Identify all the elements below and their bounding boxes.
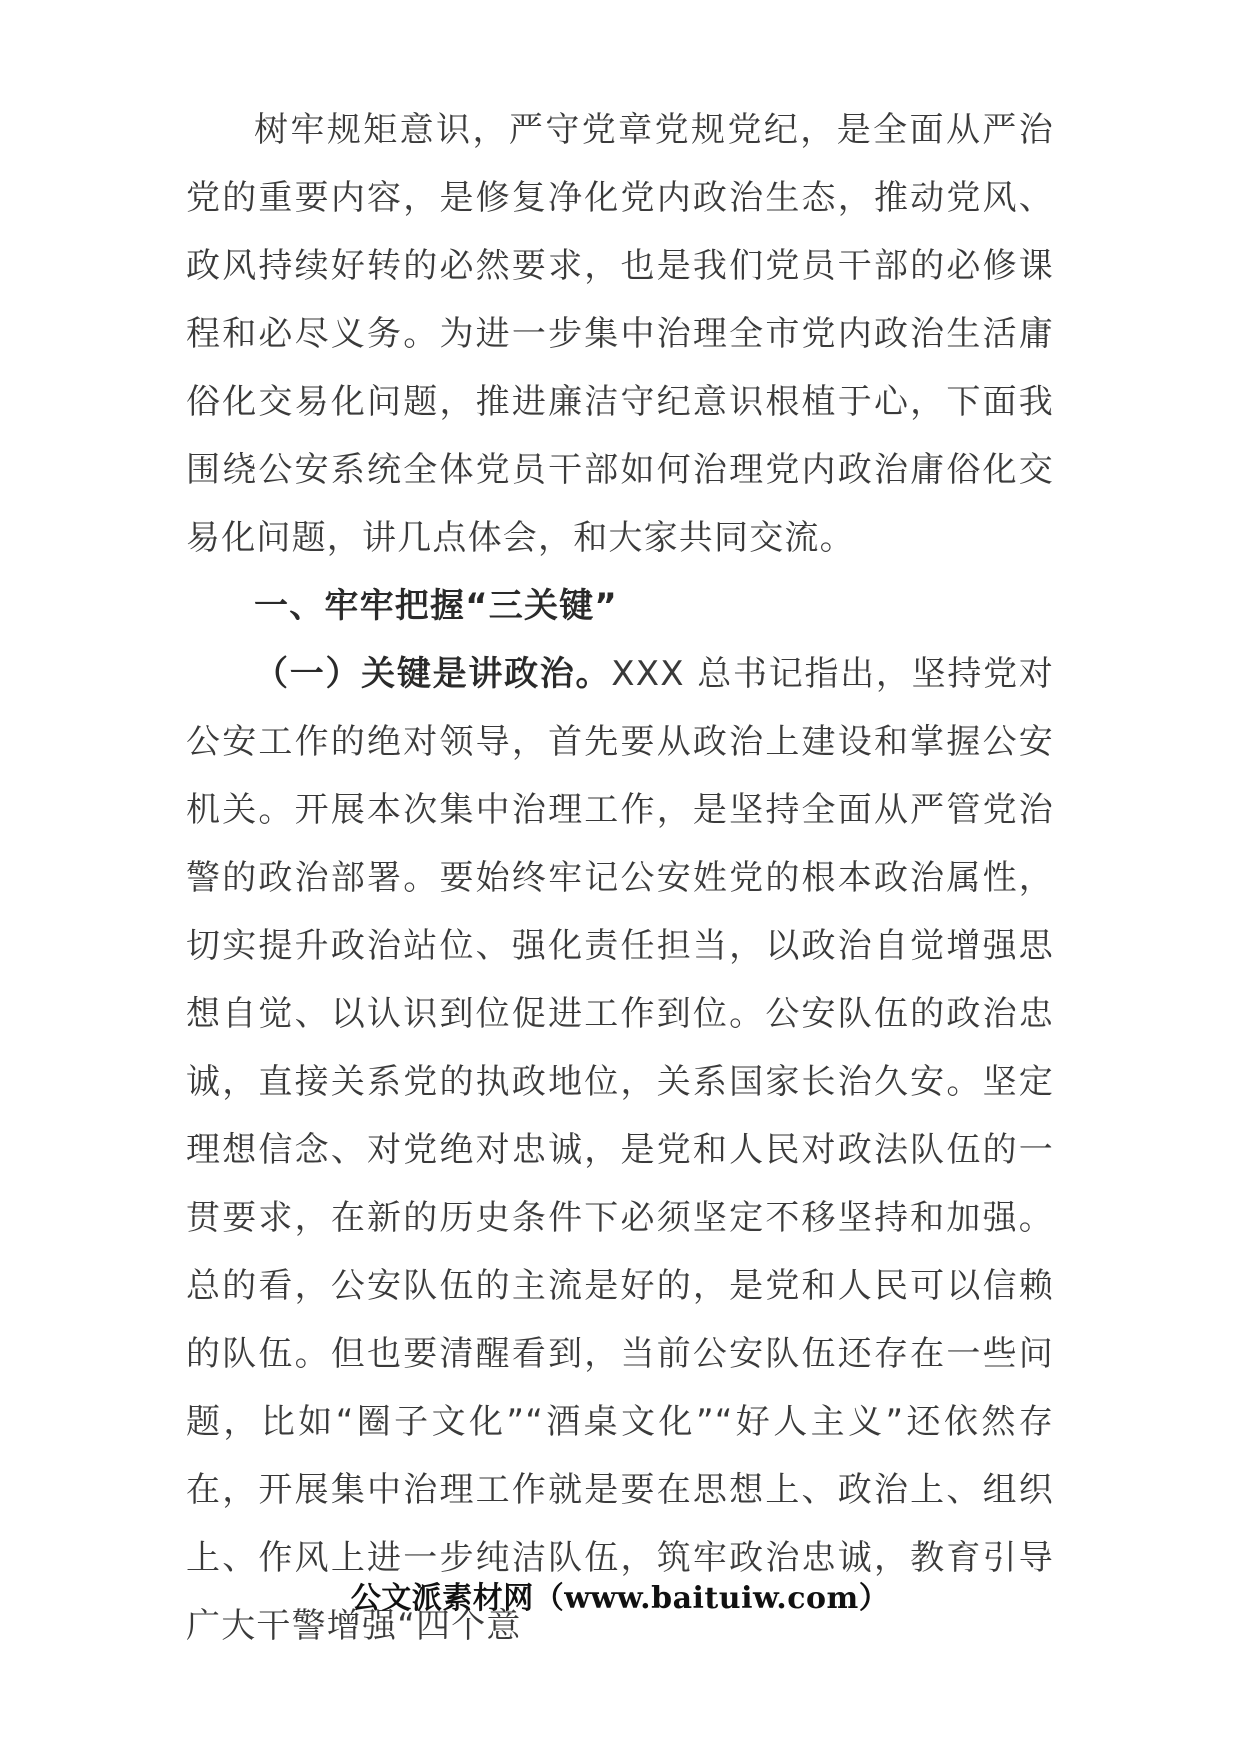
section-heading: 一、牢牢把握“三关键” [254, 586, 618, 626]
item-lead-title: （一）关键是讲政治。 [254, 654, 612, 694]
item-paragraph [186, 640, 1054, 1660]
intro-paragraph: 树牢规矩意识，严守党章党规党纪，是全面从严治党的重要内容，是修复净化党内政治生态，推动党风、政风持续好转的必然要求，也是我们党员干部的必修课程和必尽义务。为进一步集中治理全市党内政治生活庸俗化交易化问题，推进廉洁守纪意识根植于心，下面我围绕公安系统全体党员干部如何治理党内政治庸俗化交易化问题，讲几点体会，和大家共同交流。 [186, 110, 1054, 558]
item-body-text: XXX 总书记指出，坚持党对公安工作的绝对领导，首先要从政治上建设和掌握公安机关。开展本次集中治理工作，是坚持全面从严管党治警的政治部署。要始终牢记公安姓党的根本政治属性，切实提升政治站位、强化责任担当，以政治自觉增强思想自觉、以认识到位促进工作到位。公安队伍的政治忠诚，直接关系党的执政地位，关系国家长治久安。坚定理想信念、对党绝对忠诚，是党和人民对政法队伍的一贯要求，在新的历史条件下必须坚定不移坚持和加强。总的看，公安队伍的主流是好的，是党和人民可以信赖的队伍。但也要清醒看到，当前公安队伍还存在一些问题，比如“圈子文化”“酒桌文化”“好人主义”还依然存在，开展集中治理工作就是要在思想上、政治上、组织上、作风上进一步纯洁队伍，筑牢政治忠诚，教育引导广大干警增强“四个意 [186, 654, 1055, 1646]
footer-watermark: 公文派素材网（www.baituiw.com） [350, 1581, 890, 1616]
document-body [186, 96, 1054, 1660]
